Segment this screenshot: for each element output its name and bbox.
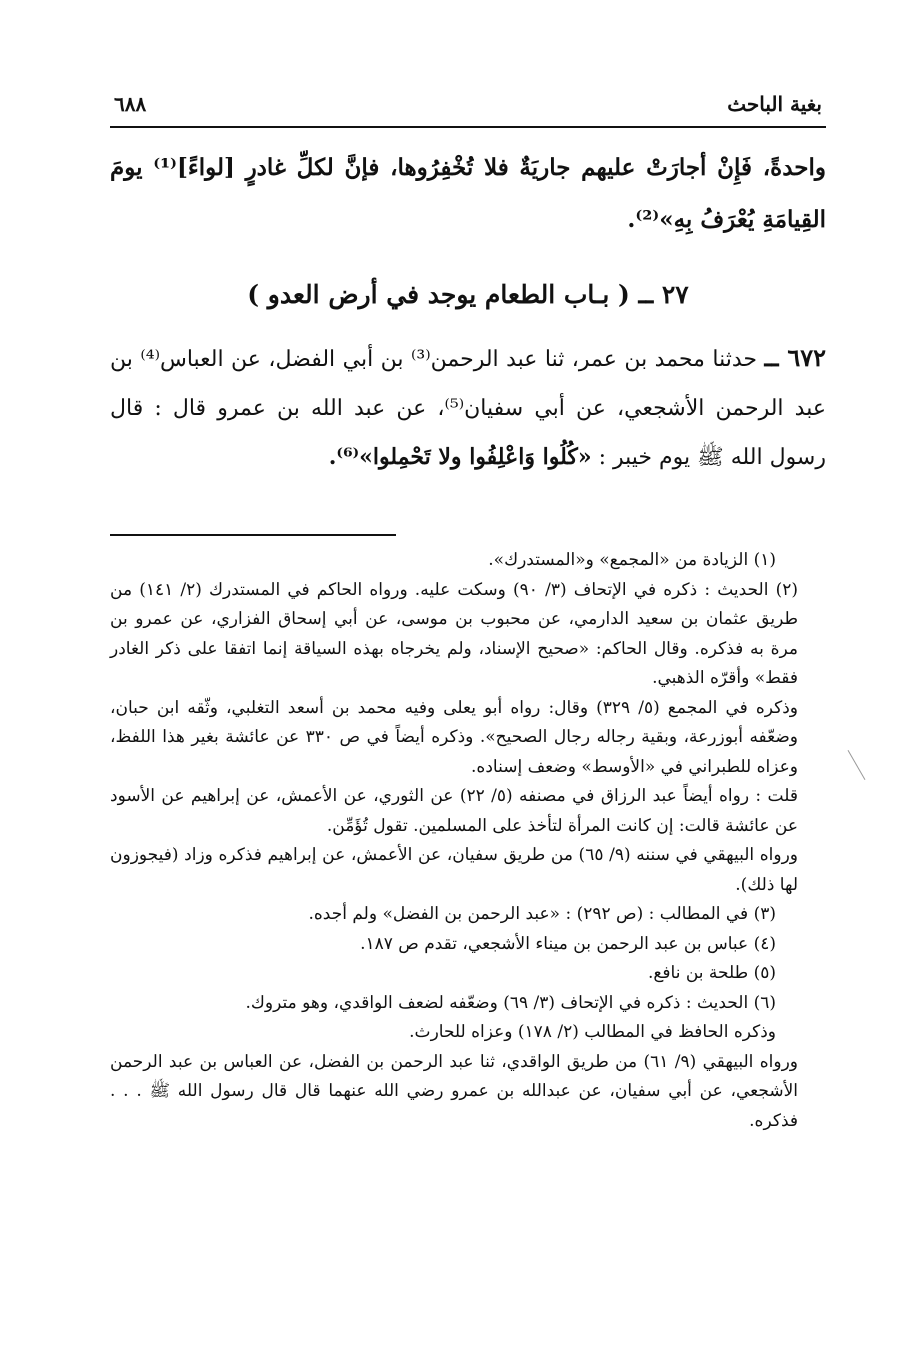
hadith-paragraph xyxy=(110,333,826,482)
footnotes xyxy=(110,546,826,1136)
chapter-heading: ٢٧ ــ ( بـاب الطعام يوجد في أرض العدو ) xyxy=(247,280,689,309)
page-number: ٦٨٨ xyxy=(114,92,147,116)
footnote-2: (٢) الحديث : ذكره في الإتحاف (٣/ ٩٠) وسكت عليه. ورواه الحاكم في المستدرك (٢/ ١٤١) من طريق عثمان بن سعيد الدارمي، عن محبوب بن موسى، عن أبي إسحاق الفزاري، عن عمرو بن مرة به فذكره. وقال الحاكم: «صحيح الإسناد، ولم يخرجاه بهذه السياقة إنما اتفقا على ذكر الغادر فقط» وأقرّه الذهبي. xyxy=(110,579,798,688)
footnote-2-paragraph-4: ورواه البيهقي في سننه (٩/ ٦٥) من طريق سفيان، عن الأعمش، عن إبراهيم فذكره وزاد (فيجوزون لها ذلك). xyxy=(110,845,798,895)
hadith-continuation: واحدةً، فَإِنْ أجارَتْ عليهم جاريَةٌ فلا تُخْفِرُوها، فإنَّ لكلِّ غادرٍ [لواءً]⁽¹⁾ يومَ القِيامَةِ يُعْرَفُ بِهِ»⁽²⁾. xyxy=(110,154,826,233)
footnote-6-paragraph-3: ورواه البيهقي (٩/ ٦١) من طريق الواقدي، ثنا عبد الرحمن بن الفضل، عن العباس بن عبد الرحمن الأشجعي، عن أبي سفيان، عن عبدالله بن عمرو رضي الله عنهما قال قال رسول الله ﷺ . . . فذكره. xyxy=(110,1051,798,1131)
hadith-text: حدثنا محمد بن عمر، ثنا عبد الرحمن⁽³⁾ بن أبي الفضل، عن العباس⁽⁴⁾ بن عبد الرحمن الأشجعي، عن أبي سفيان⁽⁵⁾، عن عبد الله بن عمرو قال : قال رسول الله ﷺ يوم خيبر : xyxy=(110,347,826,470)
footnote-6-paragraph-2: وذكره الحافظ في المطالب (٢/ ١٧٨) وعزاه للحارث. xyxy=(409,1022,776,1042)
main-text xyxy=(110,142,826,482)
header-rule xyxy=(110,126,826,128)
book-title: بغية الباحث xyxy=(727,92,822,116)
footnote-2-paragraph-2: وذكره في المجمع (٥/ ٣٢٩) وقال: رواه أبو يعلى وفيه محمد بن أسعد التغلبي، وثّقه ابن حبان، وضعّفه أبوزرعة، وبقية رجاله رجال الصحيح». وذكره أيضاً في ص ٣٣٠ عن عائشة بغير هذا اللفظ، وعزاه للطبراني في «الأوسط» وضعف إسناده. xyxy=(110,697,799,777)
page-header xyxy=(110,92,826,126)
footnote-1: (١) الزيادة من «المجمع» و«المستدرك». xyxy=(488,550,776,570)
document-page xyxy=(110,92,826,1136)
hadith-quote: «كُلُوا وَاعْلِفُوا ولا تَحْمِلوا»⁽⁶⁾. xyxy=(328,444,592,470)
footnote-3: (٣) في المطالب : (ص ٢٩٢) : «عبد الرحمن بن الفضل» ولم أجده. xyxy=(308,904,776,924)
hadith-number: ٦٧٢ ــ xyxy=(764,343,827,372)
footnote-4: (٤) عباس بن عبد الرحمن بن ميناء الأشجعي، تقدم ص ١٨٧. xyxy=(360,933,776,954)
footnote-rule xyxy=(110,534,396,536)
footnote-6: (٦) الحديث : ذكره في الإتحاف (٣/ ٦٩) وضعّفه لضعف الواقدي، وهو متروك. xyxy=(245,992,776,1013)
footnote-5: (٥) طلحة بن نافع. xyxy=(647,963,776,983)
footnote-2-paragraph-3: قلت : رواه أيضاً عبد الرزاق في مصنفه (٥/ ٢٢) عن الثوري، عن الأعمش، عن إبراهيم عن الأسود عن عائشة قالت: إن كانت المرأة لتأخذ على المسلمين. تقول تُؤَمِّن. xyxy=(110,786,798,836)
scan-mark xyxy=(848,750,866,780)
